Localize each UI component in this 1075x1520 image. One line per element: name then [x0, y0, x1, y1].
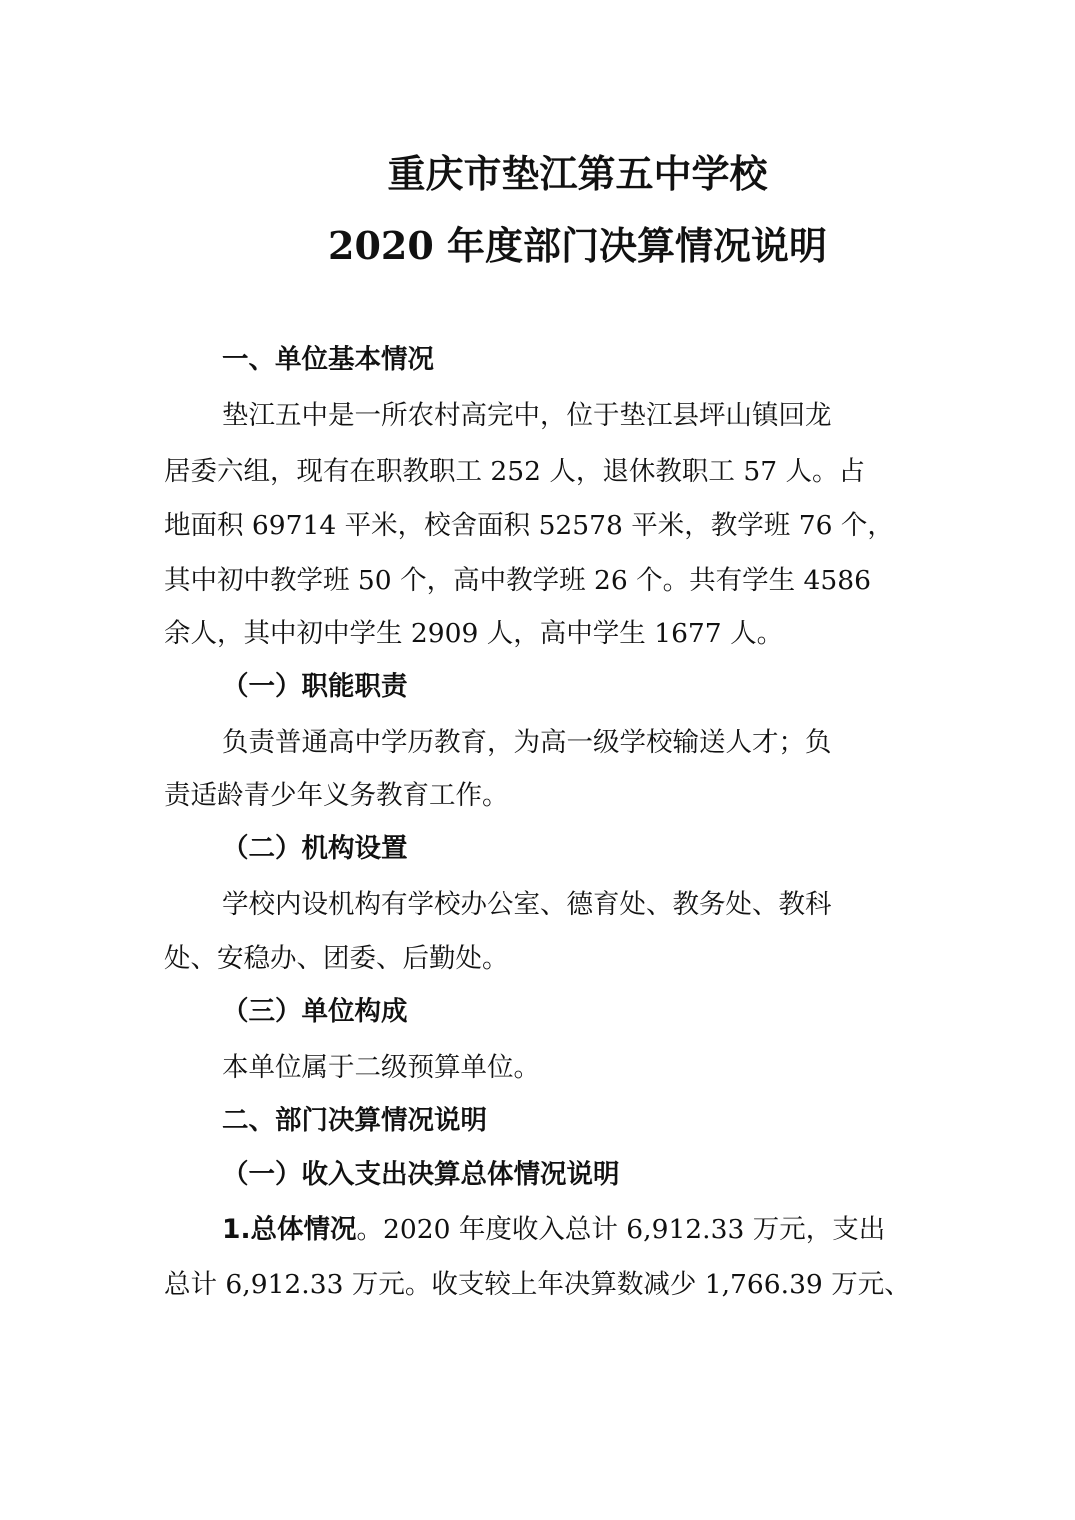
- section2-sub1-heading: （一）收入支出决算总体情况说明: [222, 1159, 620, 1190]
- sub3-heading: （三）单位构成: [222, 996, 408, 1027]
- sub2-para-line1: 学校内设机构有学校办公室、德育处、教务处、教科: [222, 889, 832, 920]
- document-title-line1: 重庆市垫江第五中学校: [387, 151, 768, 196]
- sub1-para-line2: 责适龄青少年义务教育工作。: [164, 780, 509, 811]
- overall-text: 。2020 年度收入总计 6,912.33 万元，支出: [356, 1214, 886, 1245]
- sub2-para-line2: 处、安稳办、团委、后勤处。: [164, 943, 509, 974]
- document-title-line2: 2020 年度部门决算情况说明: [328, 223, 827, 268]
- overall-para-line1: [222, 1210, 885, 1250]
- overall-para-line2: 总计 6,912.33 万元。收支较上年决算数减少 1,766.39 万元、: [164, 1269, 911, 1300]
- sub3-para-line1: 本单位属于二级预算单位。: [222, 1052, 540, 1083]
- sub1-para-line1: 负责普通高中学历教育，为高一级学校输送人才；负: [222, 727, 832, 758]
- section1-para-line3: 地面积 69714 平米，校舍面积 52578 平米，教学班 76 个，: [164, 510, 894, 541]
- section1-heading: 一、单位基本情况: [222, 344, 434, 375]
- section1-para-line4: 其中初中教学班 50 个，高中教学班 26 个。共有学生 4586: [164, 565, 871, 596]
- sub1-heading: （一）职能职责: [222, 671, 408, 702]
- section2-heading: 二、部门决算情况说明: [222, 1105, 487, 1136]
- section1-para-line1: 垫江五中是一所农村高完中，位于垫江县坪山镇回龙: [222, 400, 832, 431]
- section1-para-line5: 余人，其中初中学生 2909 人，高中学生 1677 人。: [164, 618, 784, 649]
- overall-lead: 1.总体情况: [222, 1214, 357, 1245]
- section1-para-line2: 居委六组，现有在职教职工 252 人，退休教职工 57 人。占: [164, 456, 865, 487]
- sub2-heading: （二）机构设置: [222, 833, 408, 864]
